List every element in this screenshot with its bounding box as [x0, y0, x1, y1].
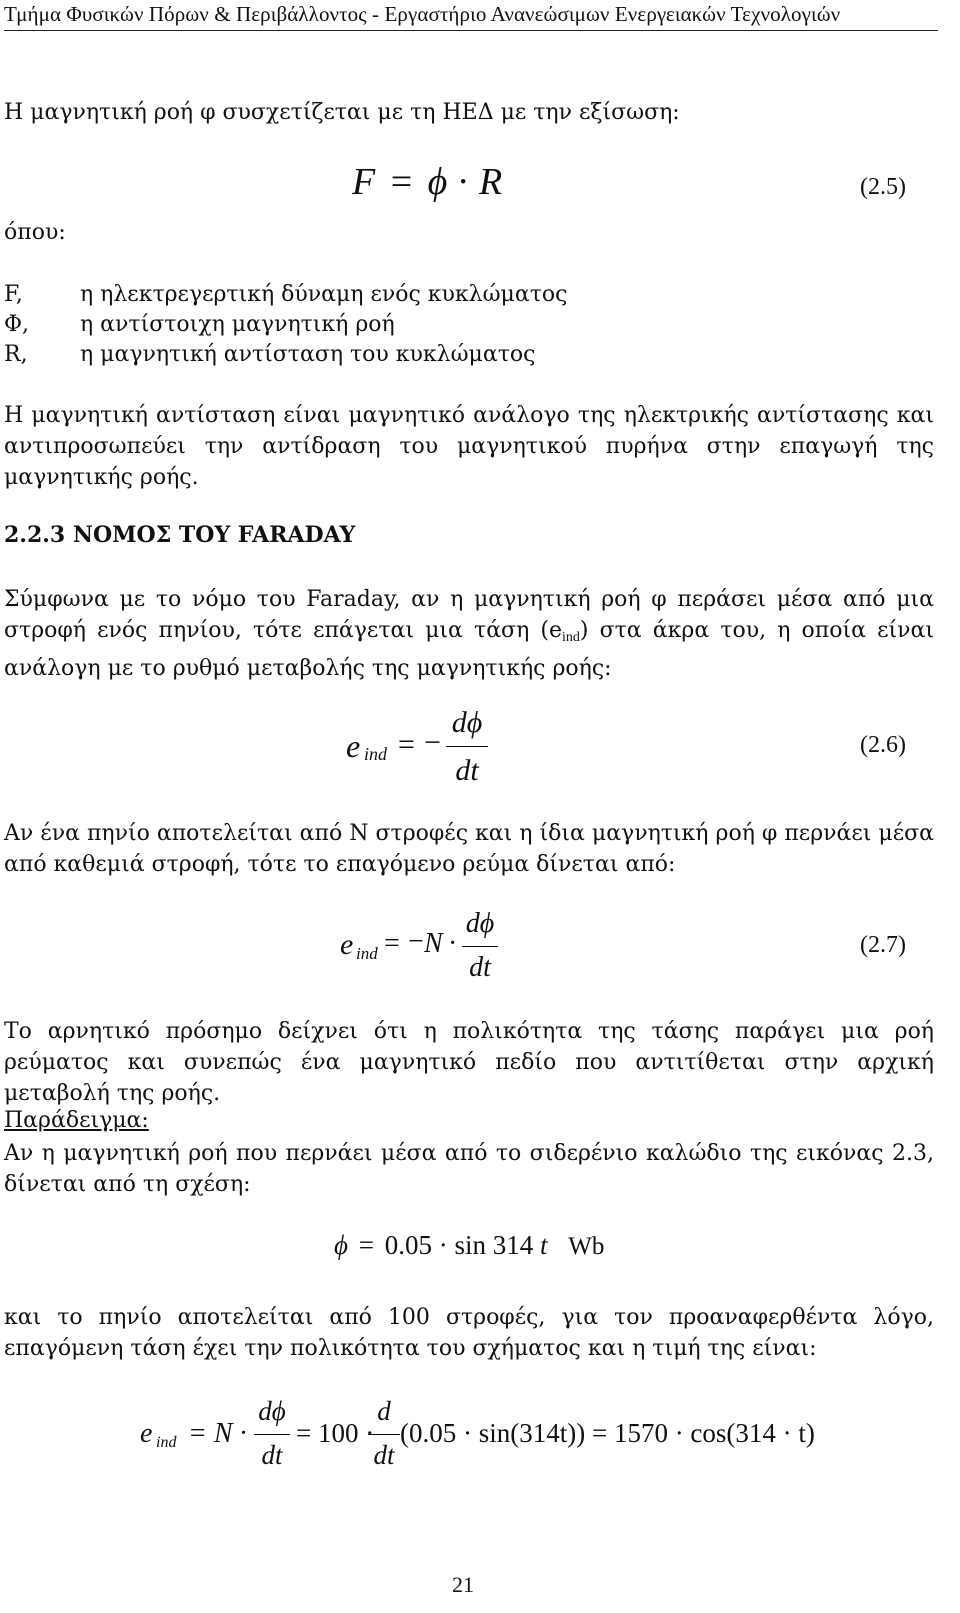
paragraph-sign: Το αρνητικό πρόσημο δείχνει ότι η πολικότητα της τάσης παράγει μια ροή ρεύματος και συνεπώς ένα μαγνητικό πεδίο που αντιτίθεται στην αρχική μεταβολή της ροής. [4, 1019, 934, 1106]
def-symbol-f: F, [4, 282, 23, 307]
page-number: 21 [452, 1572, 474, 1597]
header-rule [4, 30, 938, 31]
equation-number-2-6: (2.6) [860, 732, 906, 758]
equation-number-2-5: (2.5) [860, 174, 906, 200]
def-text-f: η ηλεκτρεγερτική δύναμη ενός κυκλώματος [80, 282, 568, 307]
page-header: Τμήμα Φυσικών Πόρων & Περιβάλλοντος - Εργαστήριο Ανανεώσιμων Ενεργειακών Τεχνολογιών [4, 2, 841, 26]
def-symbol-phi: Φ, [4, 312, 30, 337]
def-symbol-r: R, [4, 342, 28, 367]
example-label: Παράδειγμα: [4, 1108, 149, 1133]
equation-number-2-7: (2.7) [860, 932, 906, 958]
paragraph-example: Αν η μαγνητική ροή που περνάει μέσα από το σιδερένιο καλώδιο της εικόνας 2.3, δίνεται από τη σχέση: [4, 1141, 934, 1197]
def-text-r: η μαγνητική αντίσταση του κυκλώματος [80, 342, 536, 367]
paragraph-coil: Αν ένα πηνίο αποτελείται από N στροφές και η ίδια μαγνητική ροή φ περνάει μέσα από καθεμιά στροφή, τότε το επαγόμενο ρεύμα δίνεται από: [4, 821, 934, 877]
equation-2-5: F = ϕ · R [352, 161, 503, 203]
paragraph-reluctance: Η μαγνητική αντίσταση είναι μαγνητικό ανάλογο της ηλεκτρικής αντίστασης και αντιπροσωπεύει την αντίδραση του μαγνητικού πυρήνα στην επαγωγή της μαγνητικής ροής. [4, 403, 934, 490]
paragraph-turns: και το πηνίο αποτελείται από 100 στροφές, για τον προαναφερθέντα λόγο, επαγόμενη τάση έχει την πολικότητα του σχήματος και η τιμή της είναι: [4, 1305, 934, 1361]
section-heading: 2.2.3 ΝΟΜΟΣ ΤΟΥ FARADAY [4, 522, 356, 548]
intro-text: Η μαγνητική ροή φ συσχετίζεται με τη ΗΕΔ με την εξίσωση: [4, 100, 680, 125]
def-text-phi: η αντίστοιχη μαγνητική ροή [80, 312, 395, 337]
where-label: όπου: [4, 220, 66, 245]
equation-phi: ϕ = 0.05 · sin 314 t Wb [334, 1230, 605, 1260]
paragraph-faraday: Σύμφωνα με το νόμο του Faraday, αν η μαγνητική ροή φ περάσει μέσα από μια στροφή ενός πηνίου, τότε επάγεται μια τάση $(e_{ind})$ στα άκρα του, η οποία είναι ανάλογη με το ρυθμό μεταβολής της μαγνητικής ροής: [4, 587, 935, 681]
